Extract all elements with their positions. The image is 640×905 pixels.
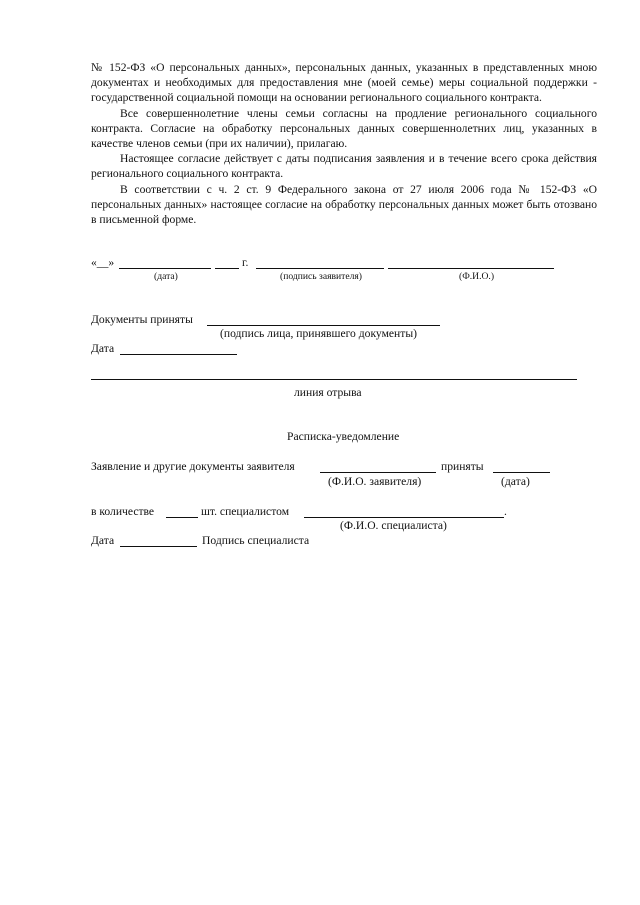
date-month-blank[interactable] <box>119 268 211 269</box>
tear-line-label: линия отрыва <box>294 386 362 399</box>
receipt-line2-prefix: в количестве <box>91 505 155 518</box>
document-count-blank[interactable] <box>166 517 198 518</box>
day-prefix: «__» <box>91 256 115 269</box>
applicant-name-blank[interactable] <box>388 268 554 269</box>
consent-text-block <box>91 60 597 227</box>
specialist-name-blank[interactable] <box>304 517 504 518</box>
applicant-signature-blank[interactable] <box>256 268 384 269</box>
year-suffix: г. <box>242 256 249 269</box>
caption-specialist-fio: (Ф.И.О. специалиста) <box>340 519 447 532</box>
receipt-line2-end: . <box>504 505 507 518</box>
caption-applicant-fio: (Ф.И.О. заявителя) <box>328 475 422 488</box>
receipt-line2-middle: шт. специалистом <box>201 505 290 518</box>
receipt-accepted-label: приняты <box>441 460 484 473</box>
date-year-blank[interactable] <box>215 268 239 269</box>
caption-date: (дата) <box>154 271 178 282</box>
specialist-signature-label: Подпись специалиста <box>202 534 310 547</box>
acceptance-date-label: Дата <box>91 342 115 355</box>
caption-receipt-date: (дата) <box>501 475 530 488</box>
acceptor-signature-blank[interactable] <box>207 325 440 326</box>
consent-paragraph: Все совершеннолетние члены семьи согласны на продление регионального социального контракта. Согласие на обработку персональных данных совершеннолетних лиц, указанных в качестве членов семьи (при их наличии), прилагаю. <box>91 106 597 151</box>
receipt-title: Расписка-уведомление <box>287 430 400 443</box>
caption-applicant-signature: (подпись заявителя) <box>280 271 363 282</box>
applicant-name-receipt-blank[interactable] <box>320 472 436 473</box>
receipt-date-blank[interactable] <box>493 472 550 473</box>
documents-accepted-label: Документы приняты <box>91 313 193 326</box>
caption-applicant-name: (Ф.И.О.) <box>459 271 495 282</box>
caption-acceptor-signature: (подпись лица, принявшего документы) <box>220 327 417 340</box>
receipt-date-label: Дата <box>91 534 115 547</box>
consent-paragraph: Настоящее согласие действует с даты подписания заявления и в течение всего срока действия регионального социального контракта. <box>91 152 597 181</box>
consent-paragraph: В соответствии с ч. 2 ст. 9 Федерального закона от 27 июля 2006 года № 152-ФЗ «О персональных данных» настоящее согласие на обработку персональных данных может быть отозвано в письменной форме. <box>91 182 597 227</box>
receipt-date-line-blank[interactable] <box>120 546 197 547</box>
consent-paragraph: № 152-ФЗ «О персональных данных», персональных данных, указанных в представленных мною документах и необходимых для предоставления мне (моей семье) меры социальной поддержки - государственной социальной помощи на основании регионального социального контракта. <box>91 61 597 105</box>
acceptance-date-blank[interactable] <box>120 354 237 355</box>
receipt-line1-prefix: Заявление и другие документы заявителя <box>91 460 295 473</box>
tear-line <box>91 379 577 380</box>
